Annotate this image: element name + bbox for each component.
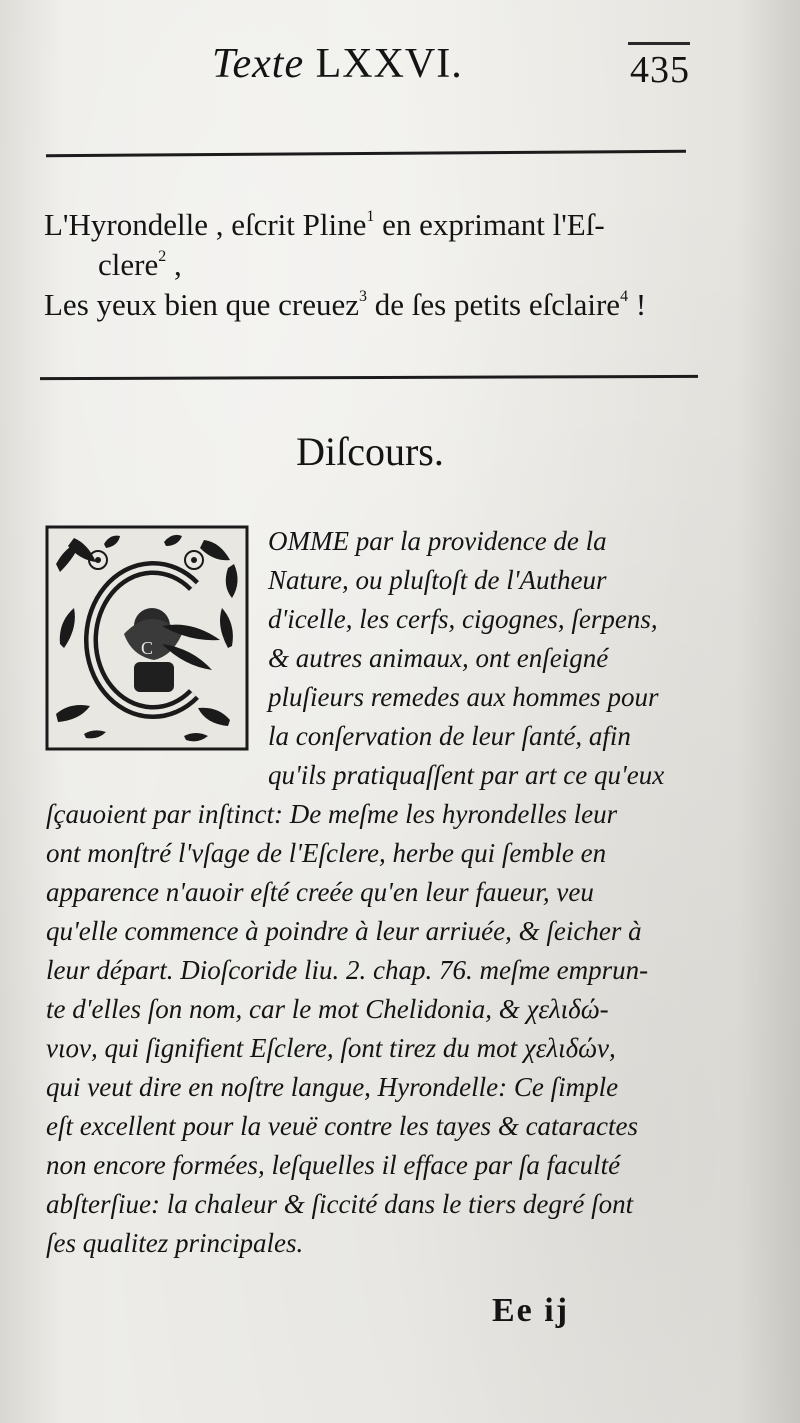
footnote-marker-1: 1 bbox=[366, 208, 375, 225]
running-head bbox=[212, 40, 463, 88]
body-line: Nature, ou pluſtoſt de l'Autheur bbox=[268, 565, 607, 595]
body-line: qu'elle commence à poindre à leur arriuée, & ſeicher à bbox=[46, 916, 642, 946]
verse-line-1-text-b: en exprimant l'Eſ- bbox=[374, 207, 605, 242]
decorated-initial bbox=[44, 524, 250, 752]
verse-line-3-text-a: Les yeux bien que creuez bbox=[44, 287, 360, 322]
body-line: qui veut dire en noſtre langue, Hyrondelle: Ce ſimple bbox=[46, 1072, 619, 1102]
body-line: apparence n'auoir eſté creée qu'en leur faueur, veu bbox=[46, 877, 594, 907]
body-line: OMME par la providence de la bbox=[268, 526, 607, 556]
verse-line-3-text-c: ! bbox=[628, 287, 647, 322]
body-line: νιον, qui ſignifient Eſclere, ſont tirez du mot χελιδών, bbox=[46, 1033, 616, 1063]
body-line: la conſervation de leur ſanté, afin bbox=[268, 721, 631, 751]
running-head-word: Texte bbox=[212, 41, 305, 87]
body-line: abſterſiue: la chaleur & ſiccité dans le tiers degré ſont bbox=[46, 1189, 634, 1219]
top-rule bbox=[46, 150, 686, 157]
signature-mark: Ee ij bbox=[492, 1292, 570, 1329]
body-line: & autres animaux, ont enſeigné bbox=[268, 643, 609, 673]
body-line: eſt excellent pour la veuë contre les tayes & cataractes bbox=[46, 1111, 639, 1141]
verse-line-2-text-a: clere bbox=[98, 247, 159, 282]
body-line: qu'ils pratiquaſſent par art ce qu'eux bbox=[268, 760, 665, 790]
body-line: pluſieurs remedes aux hommes pour bbox=[268, 682, 659, 712]
footnote-marker-4: 4 bbox=[620, 288, 629, 305]
body-line: d'icelle, les cerfs, cigognes, ſerpens, bbox=[268, 604, 658, 634]
verse-line-2-text-b: , bbox=[166, 247, 182, 282]
verse-line-3-text-b: de ſes petits eſclaire bbox=[367, 287, 621, 322]
ornamental-initial-c-icon bbox=[44, 524, 250, 752]
body-line: leur départ. Dioſcoride liu. 2. chap. 76. meſme emprun- bbox=[46, 955, 649, 985]
section-heading: Diſcours. bbox=[296, 429, 444, 474]
body-line: non encore formées, leſquelles il efface par ſa faculté bbox=[46, 1150, 621, 1180]
middle-rule bbox=[40, 375, 698, 380]
body-line: ſes qualitez principales. bbox=[46, 1228, 304, 1258]
body-line: ont monſtré l'vſage de l'Eſclere, herbe qui ſemble en bbox=[46, 838, 607, 868]
verse-line-3 bbox=[44, 278, 646, 324]
body-line: ſçauoient par inſtinct: De meſme les hyrondelles leur bbox=[46, 799, 618, 829]
footnote-marker-3: 3 bbox=[359, 288, 368, 305]
page-number-bar bbox=[628, 42, 690, 45]
body-line: te d'elles ſon nom, car le mot Chelidonia, & χελιδώ- bbox=[46, 994, 609, 1024]
page-number: 435 bbox=[630, 49, 690, 91]
running-head-numeral: LXXVI. bbox=[315, 41, 463, 87]
initial-letter: C bbox=[140, 638, 154, 658]
verse-line-1-text-a: L'Hyrondelle , eſcrit Pline bbox=[44, 207, 367, 242]
footnote-marker-2: 2 bbox=[158, 248, 167, 265]
